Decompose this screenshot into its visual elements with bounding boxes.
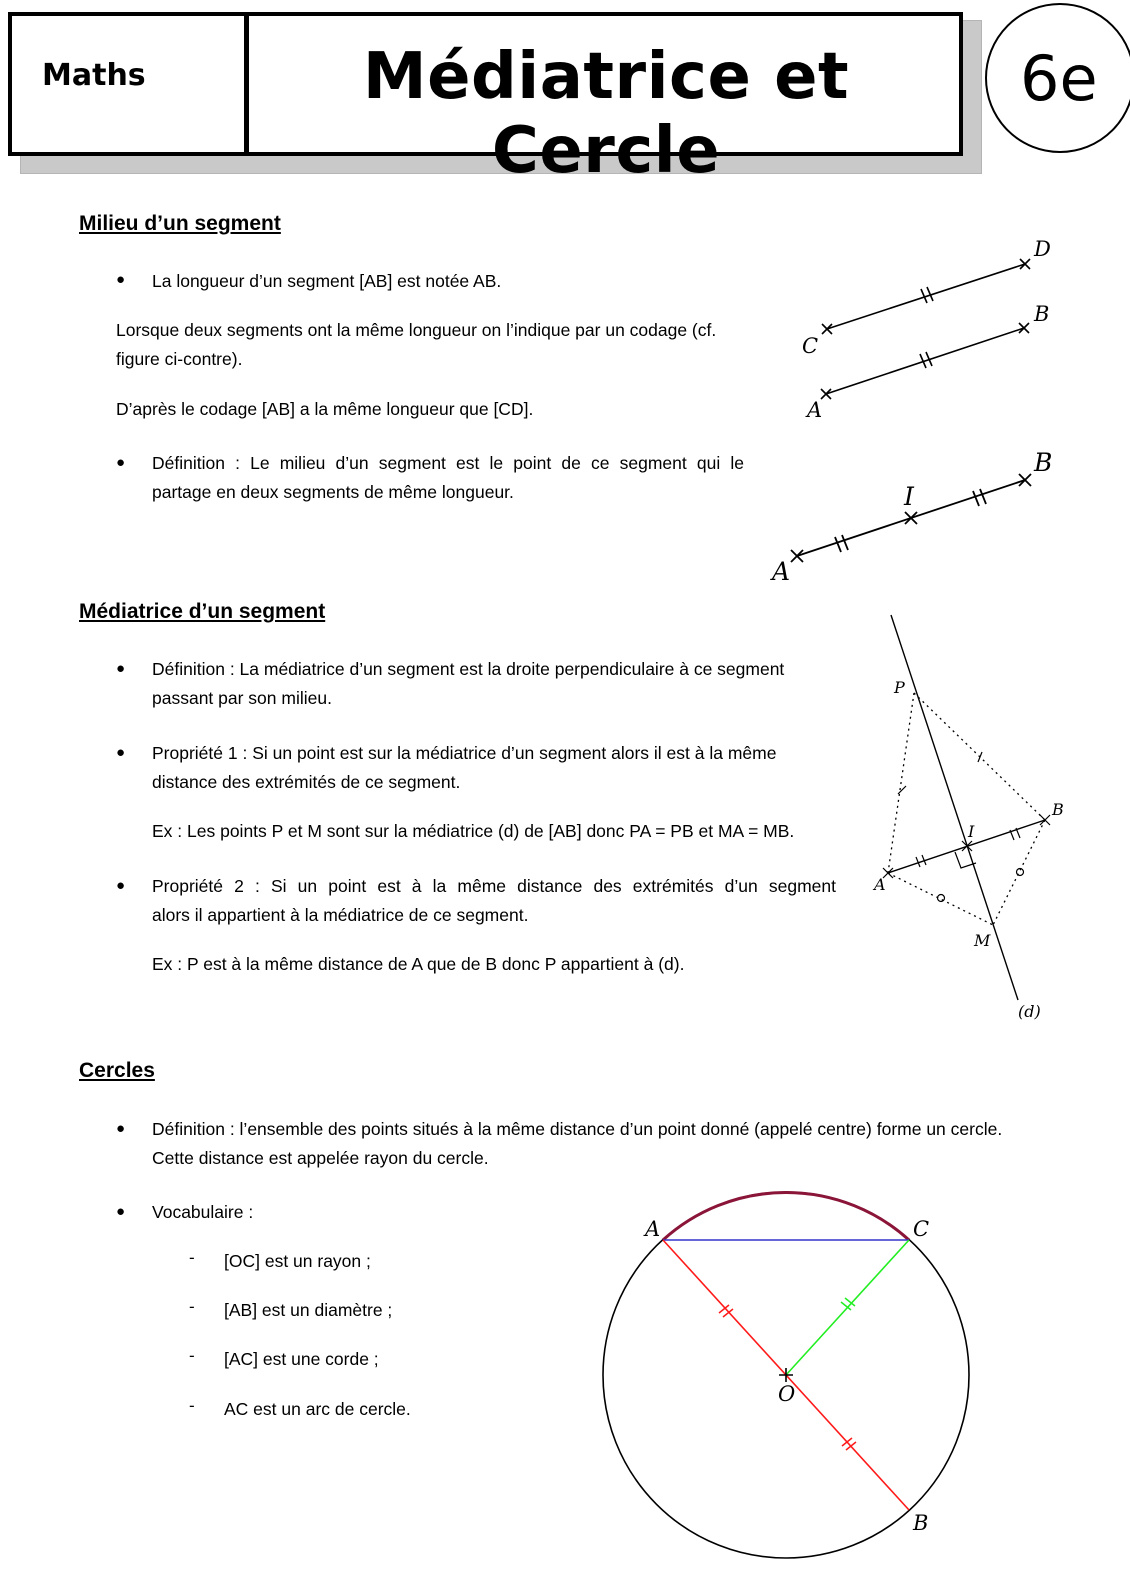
- fig3-label-d: (d): [1018, 1002, 1041, 1021]
- header-subject: Maths: [42, 58, 146, 93]
- segment-cd: [827, 264, 1025, 329]
- tick-mark: [921, 287, 933, 303]
- fig3-label-i: I: [968, 822, 975, 841]
- section-title-mediatrice: Médiatrice d’un segment: [79, 600, 326, 623]
- s2-example2: Ex : P est à la même distance de A que de B donc P appartient à (d).: [152, 954, 685, 974]
- s3-def-line2: Cette distance est appelée rayon du cercle.: [152, 1148, 489, 1168]
- cross-mark-i: [905, 512, 917, 524]
- figure-circle: [603, 1192, 969, 1558]
- dash-marker: -: [189, 1396, 195, 1415]
- circle-mark: [938, 895, 945, 902]
- bullet-icon: ●: [116, 271, 126, 288]
- fig2-label-a: A: [772, 557, 791, 586]
- dash-marker: -: [189, 1346, 195, 1365]
- tick-mark: [978, 752, 982, 762]
- tick-mark: [841, 1298, 855, 1310]
- s2-prop2-line1: Propriété 2 : Si un point est à la même distance des extrémités d’un segment: [152, 876, 836, 896]
- tick-mark: [898, 786, 906, 794]
- figure-equal-segments: [821, 259, 1030, 399]
- tick-mark: [835, 535, 848, 552]
- fig1-label-b: B: [1034, 302, 1050, 326]
- vocab-item: AC est un arc de cercle.: [224, 1399, 411, 1419]
- s1-def-line1: Définition : Le milieu d’un segment est le point de ce segment qui le: [152, 453, 744, 473]
- cross-mark-i: [962, 841, 972, 851]
- vocab-item: [AB] est un diamètre ;: [224, 1300, 393, 1320]
- s2-prop1-line1: Propriété 1 : Si un point est sur la médiatrice d’un segment alors il est à la même: [152, 743, 777, 763]
- fig2-label-b: B: [1034, 448, 1053, 477]
- cross-mark-b: [1019, 323, 1029, 333]
- dotted-segments: [888, 693, 1045, 925]
- fig2-label-i: I: [904, 482, 914, 511]
- bisector-line-d: [891, 615, 1018, 1000]
- dash-marker: -: [189, 1297, 195, 1316]
- s1-bullet1: La longueur d’un segment [AB] est notée AB.: [152, 271, 502, 291]
- segment-ab: [826, 328, 1024, 394]
- cross-mark-b: [1040, 815, 1050, 825]
- cross-mark-a: [791, 550, 803, 562]
- fig3-label-p: P: [894, 678, 905, 697]
- s1-para1-line1: Lorsque deux segments ont la même longueur on l’indique par un codage (cf.: [116, 320, 717, 340]
- vocab-item: [AC] est une corde ;: [224, 1349, 379, 1369]
- figure-perpendicular-bisector: [883, 615, 1050, 1000]
- fig1-label-c: C: [802, 334, 819, 358]
- page-title: Médiatrice et Cercle: [362, 40, 850, 188]
- cross-mark-b: [1019, 474, 1031, 486]
- s2-prop2-line2: alors il appartient à la médiatrice de ce segment.: [152, 905, 529, 925]
- cross-mark-c: [822, 324, 832, 334]
- bullet-icon: ●: [116, 454, 126, 471]
- bullet-icon: ●: [116, 877, 126, 894]
- bullet-icon: ●: [116, 1203, 126, 1220]
- s1-para1-line2: figure ci-contre).: [116, 349, 243, 369]
- section-title-milieu: Milieu d’un segment: [79, 212, 281, 235]
- s3-def-line1: Définition : l’ensemble des points situés à la même distance d’un point donné (appelé centre) forme un cercle.: [152, 1119, 1003, 1139]
- fig3-label-m: M: [974, 931, 991, 950]
- fig1-label-d: D: [1034, 237, 1051, 261]
- tick-mark: [916, 855, 926, 867]
- fig3-label-b: B: [1052, 800, 1064, 819]
- section-title-cercles: Cercles: [79, 1059, 155, 1082]
- s2-prop1-line2: distance des extrémités de ce segment.: [152, 772, 461, 792]
- fig4-label-b: B: [913, 1511, 929, 1535]
- fig4-label-c: C: [913, 1217, 930, 1241]
- dash-marker: -: [189, 1248, 195, 1267]
- arc-ac: [663, 1192, 909, 1240]
- bullet-icon: ●: [116, 660, 126, 677]
- s2-def-line2: passant par son milieu.: [152, 688, 332, 708]
- fig3-label-a: A: [874, 875, 886, 894]
- fig4-label-o: O: [778, 1382, 796, 1406]
- bullet-icon: ●: [116, 744, 126, 761]
- bullet-icon: ●: [116, 1120, 126, 1137]
- vocab-item: [OC] est un rayon ;: [224, 1251, 371, 1271]
- level-label: 6e: [1020, 42, 1098, 115]
- cross-mark-d: [1020, 259, 1030, 269]
- s2-def-line1: Définition : La médiatrice d’un segment est la droite perpendiculaire à ce segment: [152, 659, 785, 679]
- tick-mark: [973, 489, 986, 506]
- s1-para2: D’après le codage [AB] a la même longueur que [CD].: [116, 399, 534, 419]
- s1-def-line2: partage en deux segments de même longueur.: [152, 482, 514, 502]
- s2-example1: Ex : Les points P et M sont sur la médiatrice (d) de [AB] donc PA = PB et MA = MB.: [152, 821, 795, 841]
- right-angle-mark: [955, 852, 976, 868]
- fig4-label-a: A: [645, 1217, 661, 1241]
- cross-mark-a: [821, 389, 831, 399]
- s3-vocab: Vocabulaire :: [152, 1202, 254, 1222]
- fig1-label-a: A: [807, 398, 823, 422]
